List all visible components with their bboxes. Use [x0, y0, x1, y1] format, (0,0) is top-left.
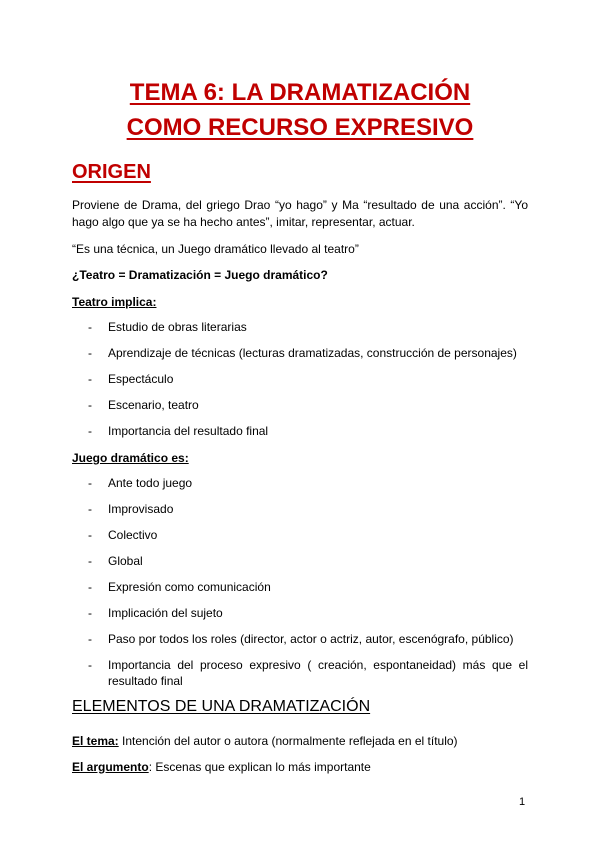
argumento-label: El argumento	[72, 760, 149, 774]
question-paragraph: ¿Teatro = Dramatización = Juego dramático?	[72, 268, 328, 282]
list-dash: -	[88, 554, 92, 568]
list-dash: -	[88, 398, 92, 412]
tema-paragraph	[72, 733, 528, 750]
list-item-text: Importancia del proceso expresivo ( creación, espontaneidad) más que el resultado final	[108, 658, 528, 688]
list-item-text: Paso por todos los roles (director, actor o actriz, autor, escenógrafo, público)	[108, 632, 514, 646]
list-dash: -	[88, 502, 92, 516]
list-item-text: Colectivo	[108, 528, 158, 542]
list-item-text: Estudio de obras literarias	[108, 320, 247, 334]
tema-label: El tema:	[72, 734, 119, 748]
list-dash: -	[88, 372, 92, 386]
origin-paragraph: Proviene de Drama, del griego Drao “yo hago” y Ma “resultado de una acción”. “Yo hago algo que ya se ha hecho antes”, imitar, representar, actuar.	[72, 198, 528, 229]
section-heading-elementos: ELEMENTOS DE UNA DRAMATIZACIÓN	[72, 698, 371, 715]
list-item-text: Improvisado	[108, 502, 174, 516]
list-dash: -	[88, 658, 92, 672]
list-item-text: Espectáculo	[108, 372, 174, 386]
list-item-text: Escenario, teatro	[108, 398, 199, 412]
page-title-line-1: TEMA 6: LA DRAMATIZACIÓN	[129, 79, 471, 106]
list-item-text: Global	[108, 554, 143, 568]
section-heading-origen: ORIGEN	[72, 161, 151, 183]
juego-heading: Juego dramático es:	[72, 451, 189, 465]
list-item-text: Ante todo juego	[108, 476, 193, 490]
list-dash: -	[88, 320, 92, 334]
list-dash: -	[88, 606, 92, 620]
argumento-text: : Escenas que explican lo más importante	[148, 760, 371, 774]
list-dash: -	[88, 632, 92, 646]
list-item-text: Expresión como comunicación	[108, 580, 271, 594]
list-dash: -	[88, 528, 92, 542]
list-dash: -	[88, 476, 92, 490]
quote-paragraph: “Es una técnica, un Juego dramático llevado al teatro”	[72, 242, 359, 256]
list-item-text: Aprendizaje de técnicas (lecturas dramatizadas, construcción de personajes)	[108, 346, 517, 360]
list-item-text: Implicación del sujeto	[108, 606, 223, 620]
page-number: 1	[519, 796, 526, 808]
argumento-paragraph	[72, 759, 528, 776]
list-item-text: Importancia del resultado final	[108, 424, 269, 438]
list-dash: -	[88, 580, 92, 594]
tema-text: Intención del autor o autora (normalmente reflejada en el título)	[118, 734, 458, 748]
list-dash: -	[88, 424, 92, 438]
list-dash: -	[88, 346, 92, 360]
page-title-line-2: COMO RECURSO EXPRESIVO	[126, 114, 474, 141]
teatro-heading: Teatro implica:	[72, 295, 157, 309]
